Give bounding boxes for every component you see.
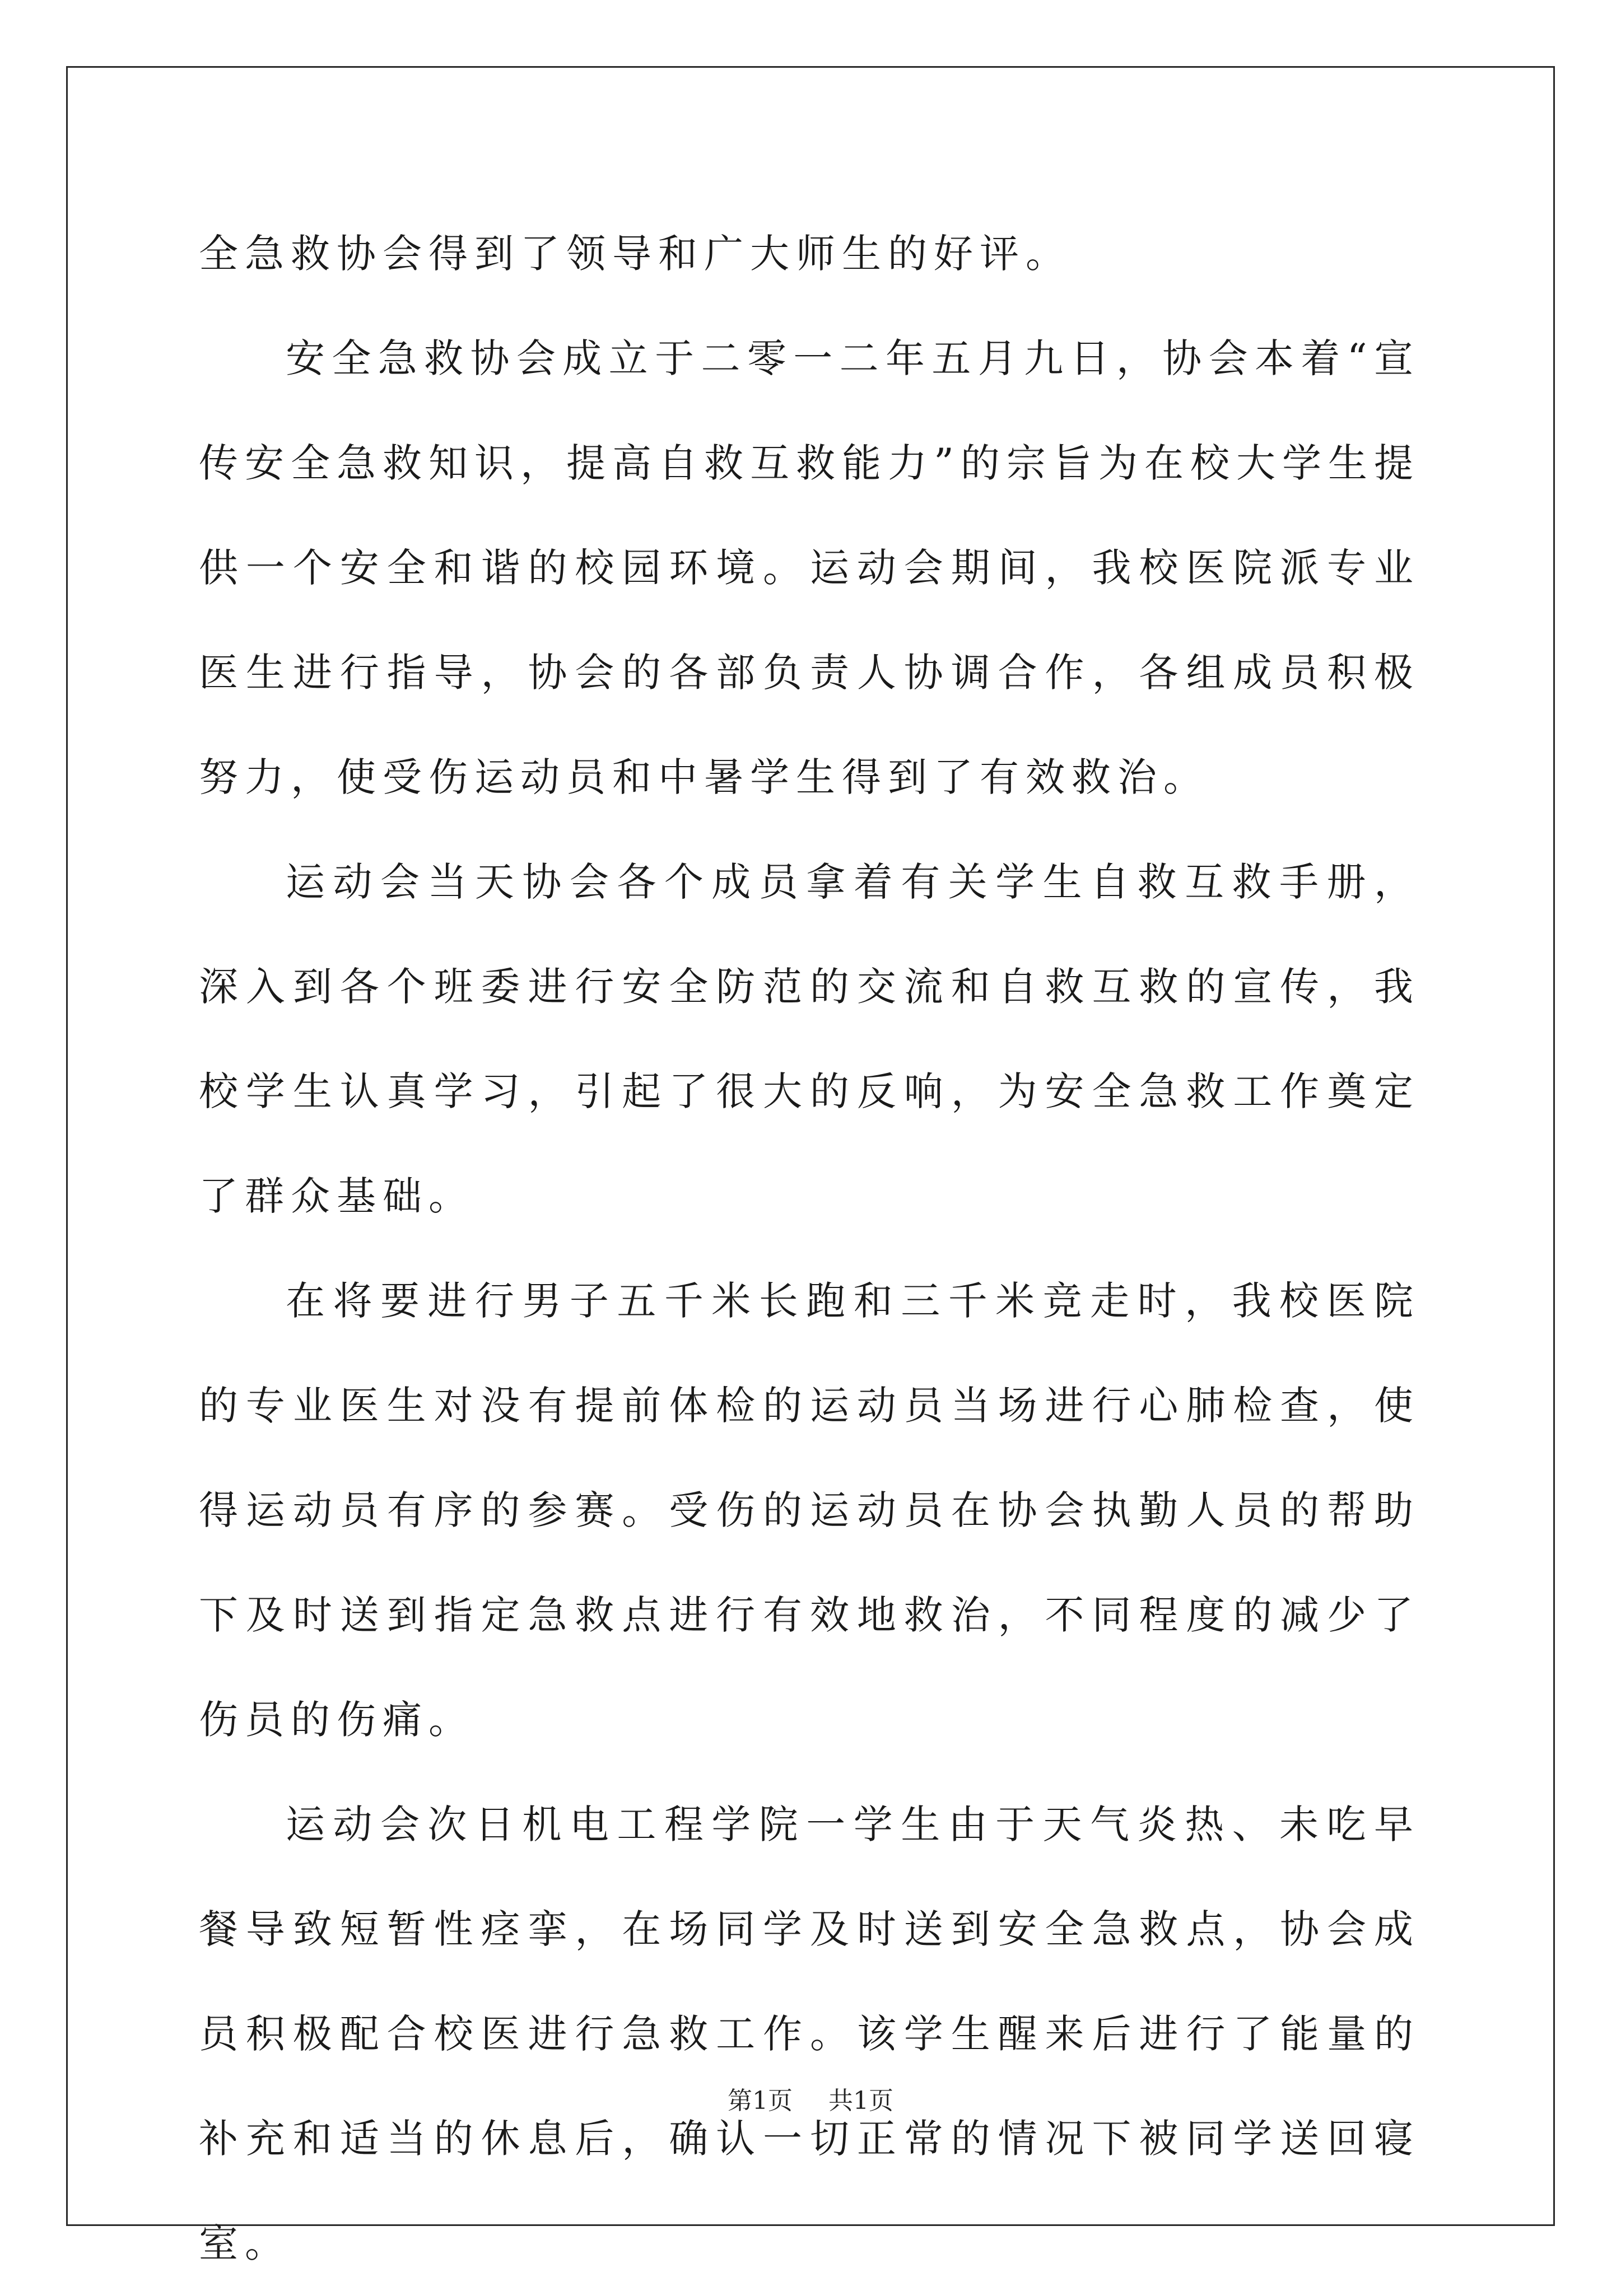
paragraph-3: 运动会当天协会各个成员拿着有关学生自救互救手册，深入到各个班委进行安全防范的交流和自救互救的宣传，我校学生认真学习，引起了很大的反响，为安全急救工作奠定了群众基础。 (199, 859, 1420, 1219)
document-body (199, 202, 1420, 2296)
page-total: 共1页 (828, 2087, 893, 2115)
page-footer (0, 2080, 1621, 2116)
paragraph-4: 在将要进行男子五千米长跑和三千米竞走时，我校医院的专业医生对没有提前体检的运动员当场进行心肺检查，使得运动员有序的参赛。受伤的运动员在协会执勤人员的帮助下及时送到指定急救点进行有效地救治，不同程度的减少了伤员的伤痛。 (199, 1278, 1420, 1743)
page-number: 第1页 (728, 2087, 793, 2115)
paragraph-1: 全急救协会得到了领导和广大师生的好评。 (199, 231, 1072, 277)
paragraph-5: 运动会次日机电工程学院一学生由于天气炎热、未吃早餐导致短暂性痉挛，在场同学及时送到安全急救点，协会成员积极配合校医进行急救工作。该学生醒来后进行了能量的补充和适当的休息后，确认一切正常的情况下被同学送回寝室。 (199, 1802, 1420, 2266)
paragraph-2: 安全急救协会成立于二零一二年五月九日，协会本着“宣传安全急救知识，提高自救互救能力”的宗旨为在校大学生提供一个安全和谐的校园环境。运动会期间，我校医院派专业医生进行指导，协会的各部负责人协调合作，各组成员积极努力，使受伤运动员和中暑学生得到了有效救治。 (199, 335, 1420, 800)
